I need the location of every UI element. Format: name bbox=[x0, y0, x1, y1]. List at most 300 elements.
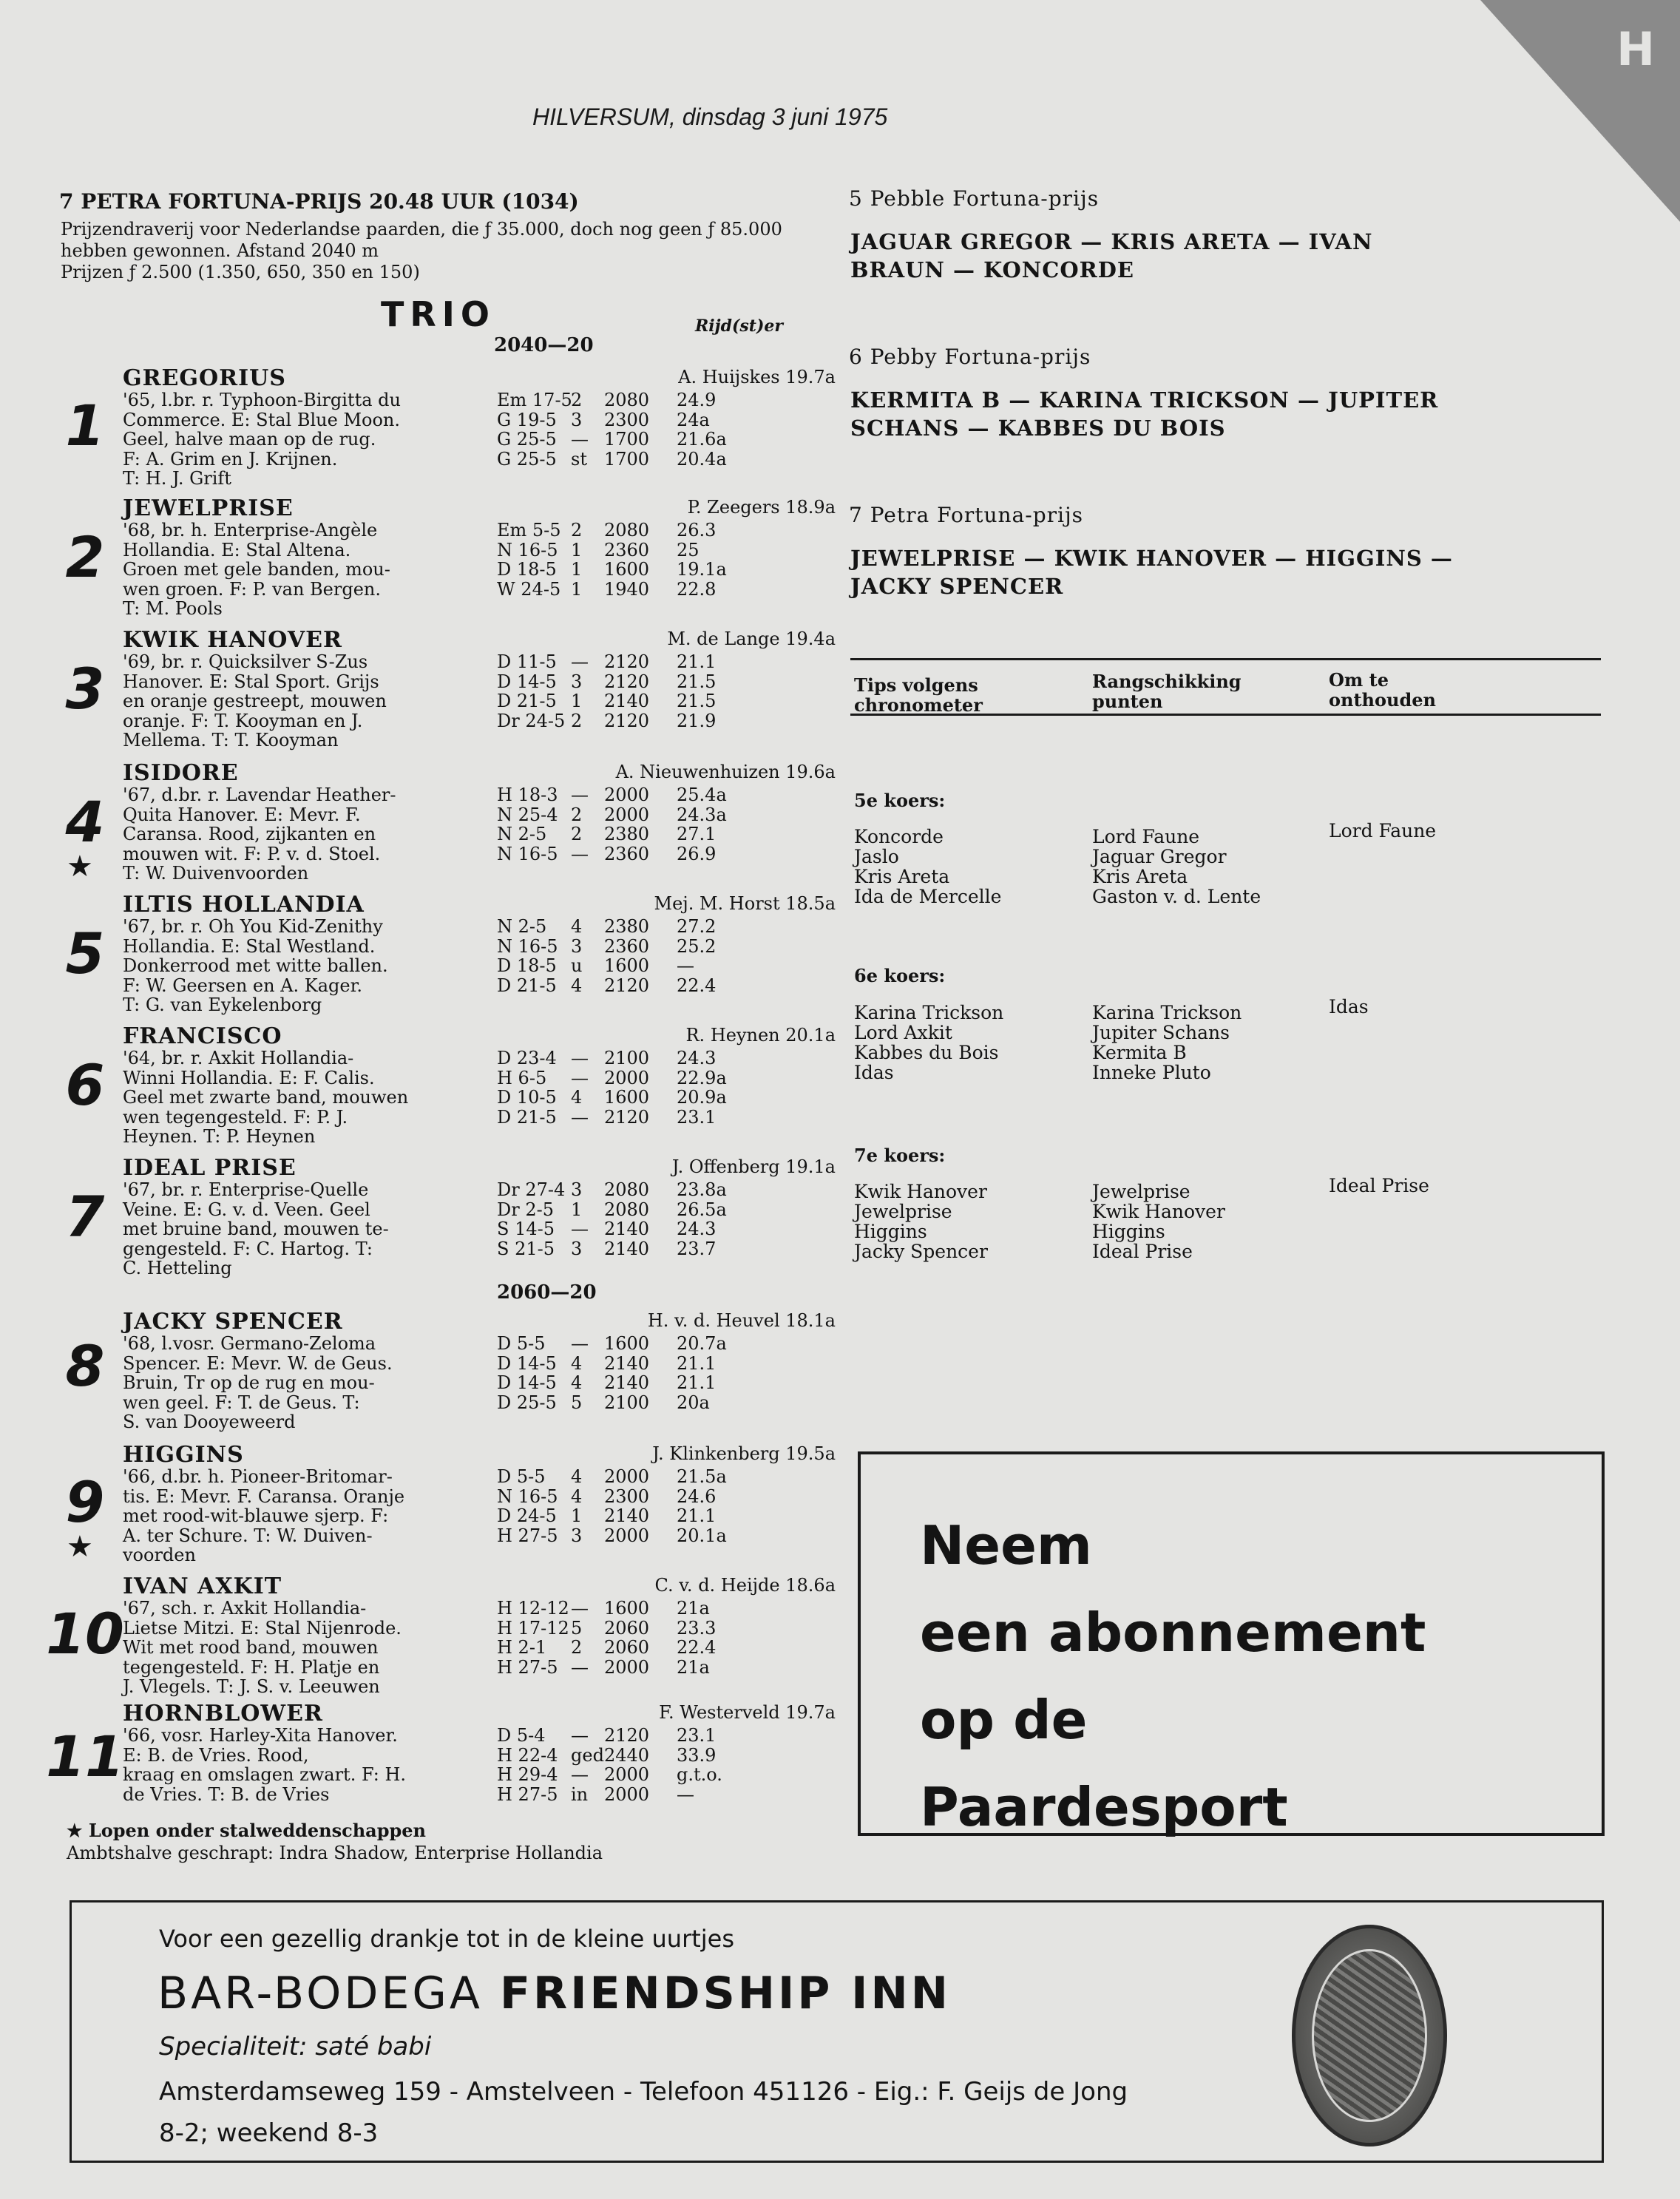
performance-cell: — bbox=[571, 1656, 589, 1678]
performance-cell: 5 bbox=[571, 1392, 583, 1413]
entry-number: 10 bbox=[46, 1601, 124, 1667]
description-line: '66, d.br. h. Pioneer-Britomar- bbox=[123, 1466, 393, 1487]
performance-cell: — bbox=[677, 955, 694, 976]
star-icon: ★ bbox=[67, 850, 93, 884]
performance-cell: 21.5a bbox=[677, 1466, 727, 1487]
description-line: gengesteld. F: C. Hartog. T: bbox=[123, 1238, 373, 1259]
performance-cell: 19.1a bbox=[677, 559, 727, 580]
performance-cell: 2360 bbox=[604, 843, 650, 864]
performance-cell: H 6-5 bbox=[497, 1067, 547, 1088]
performance-cell: 23.1 bbox=[677, 1725, 717, 1746]
race-conditions: Prijzendraverij voor Nederlandse paarden, die ƒ 35.000, doch nog geen ƒ 85.000 hebben gewonnen. Afstand 2040 m bbox=[61, 219, 782, 261]
performance-cell: 2440 bbox=[604, 1744, 650, 1766]
description-line: met bruine band, mouwen te- bbox=[123, 1219, 389, 1239]
tips-header-rangschikking: Rangschikking punten bbox=[1092, 671, 1242, 712]
performance-cell: 2300 bbox=[604, 409, 650, 430]
performance-table bbox=[497, 1048, 837, 1127]
tips-header-chronometer: Tips volgens chronometer bbox=[854, 674, 983, 716]
performance-row bbox=[497, 652, 837, 672]
performance-cell: 1 bbox=[571, 578, 583, 600]
performance-cell: D 14-5 bbox=[497, 1352, 557, 1374]
description-line: '68, br. h. Enterprise-Angèle bbox=[123, 520, 378, 541]
performance-cell: 2080 bbox=[604, 520, 650, 541]
driver: Mej. M. Horst 18.5a bbox=[654, 893, 836, 914]
subscription-ad bbox=[858, 1451, 1605, 1836]
performance-row bbox=[497, 1048, 837, 1068]
description-line: Caransa. Rood, zijkanten en bbox=[123, 824, 376, 844]
distance-group-1: 2040—20 bbox=[494, 334, 594, 356]
performance-cell: 33.9 bbox=[677, 1744, 717, 1766]
performance-cell: 1 bbox=[571, 1199, 583, 1220]
performance-cell: N 16-5 bbox=[497, 843, 558, 864]
description-line: wen groen. F: P. van Bergen. bbox=[123, 578, 382, 600]
description-line: Wit met rood band, mouwen bbox=[123, 1637, 379, 1658]
performance-cell: H 27-5 bbox=[497, 1525, 558, 1546]
performance-cell: 2 bbox=[571, 1637, 583, 1658]
performance-cell: — bbox=[571, 429, 589, 450]
description-line: S. van Dooyeweerd bbox=[123, 1412, 296, 1432]
performance-cell: 2140 bbox=[604, 691, 650, 711]
description-line: Geel, halve maan op de rug. bbox=[123, 429, 376, 450]
performance-row bbox=[497, 521, 837, 541]
performance-cell: D 21-5 bbox=[497, 975, 557, 996]
performance-cell: 4 bbox=[571, 1485, 583, 1507]
description-line: '66, vosr. Harley-Xita Hanover. bbox=[123, 1725, 398, 1746]
performance-row bbox=[497, 956, 837, 976]
horse-description bbox=[123, 1334, 537, 1432]
performance-row bbox=[497, 844, 837, 864]
performance-cell: 25 bbox=[677, 539, 700, 560]
pick-text-5: JAGUAR GREGOR — KRIS ARETA — IVAN BRAUN — KONCORDE bbox=[850, 229, 1373, 282]
performance-cell: 26.5a bbox=[677, 1199, 727, 1220]
horse-name: HORNBLOWER bbox=[123, 1701, 323, 1727]
performance-cell: 21.9 bbox=[677, 710, 717, 731]
entry-number: 7 bbox=[65, 1184, 105, 1250]
performance-cell: D 25-5 bbox=[497, 1392, 557, 1413]
performance-cell: 2140 bbox=[604, 1372, 650, 1393]
performance-cell: H 18-3 bbox=[497, 785, 558, 805]
performance-cell: 2120 bbox=[604, 975, 650, 996]
performance-cell: W 24-5 bbox=[497, 578, 561, 600]
pick-text-6: KERMITA B — KARINA TRICKSON — JUPITER SCHANS — KABBES DU BOIS bbox=[850, 387, 1439, 441]
performance-cell: 2120 bbox=[604, 651, 650, 672]
tips-top-rule bbox=[850, 658, 1601, 660]
performance-cell: N 16-5 bbox=[497, 539, 558, 560]
performance-table bbox=[497, 521, 837, 599]
corner-letter: H bbox=[1616, 22, 1655, 76]
performance-cell: 2 bbox=[571, 390, 583, 410]
performance-cell: D 14-5 bbox=[497, 671, 557, 692]
performance-cell: H 17-12 bbox=[497, 1617, 569, 1639]
performance-row bbox=[497, 1334, 837, 1354]
horse-name: IDEAL PRISE bbox=[123, 1155, 297, 1181]
performance-cell: 2 bbox=[571, 824, 583, 844]
performance-cell: G 19-5 bbox=[497, 409, 557, 430]
horse-name: ISIDORE bbox=[123, 760, 239, 786]
description-line: Mellema. T: T. Kooyman bbox=[123, 730, 339, 750]
performance-cell: 3 bbox=[571, 409, 583, 430]
performance-cell: G 25-5 bbox=[497, 448, 557, 470]
performance-cell: D 18-5 bbox=[497, 559, 557, 580]
scratched-note: Ambtshalve geschrapt: Indra Shadow, Enterprise Hollandia bbox=[67, 1843, 603, 1863]
performance-cell: 26.9 bbox=[677, 843, 717, 864]
performance-row bbox=[497, 1487, 837, 1507]
performance-cell: 2100 bbox=[604, 1392, 650, 1413]
performance-cell: — bbox=[571, 651, 589, 672]
performance-cell: D 14-5 bbox=[497, 1372, 557, 1393]
performance-cell: in bbox=[571, 1783, 589, 1805]
tips-rank-column bbox=[1092, 1182, 1225, 1261]
horse-description bbox=[123, 1467, 537, 1565]
performance-cell: — bbox=[571, 1333, 589, 1354]
horse-description bbox=[123, 390, 537, 489]
ad-tagline: Voor een gezellig drankje tot in de kleine uurtjes bbox=[159, 1925, 735, 1953]
tips-remember-column bbox=[1329, 997, 1369, 1017]
entry-number: 4 bbox=[65, 789, 105, 855]
performance-cell: D 21-5 bbox=[497, 1106, 557, 1128]
performance-cell: 1700 bbox=[604, 448, 650, 470]
description-line: A. ter Schure. T: W. Duiven- bbox=[123, 1525, 373, 1546]
description-line: '65, l.br. r. Typhoon-Birgitta du bbox=[123, 390, 401, 410]
horse-description bbox=[123, 521, 537, 619]
description-line: oranje. F: T. Kooyman en J. bbox=[123, 710, 363, 731]
description-line: '69, br. r. Quicksilver S-Zus bbox=[123, 651, 368, 672]
performance-cell: g.t.o. bbox=[677, 1764, 722, 1785]
pick-label-7: 7 Petra Fortuna-prijs bbox=[849, 503, 1084, 527]
performance-cell: 1 bbox=[571, 539, 583, 560]
performance-table bbox=[497, 1467, 837, 1545]
description-line: Donkerrood met witte ballen. bbox=[123, 955, 388, 976]
tip-item: Lord Axkit bbox=[854, 1022, 952, 1043]
description-line: C. Hetteling bbox=[123, 1258, 232, 1278]
description-line: J. Vlegels. T: J. S. v. Leeuwen bbox=[123, 1676, 380, 1697]
performance-cell: 23.1 bbox=[677, 1106, 717, 1128]
performance-cell: 2140 bbox=[604, 1219, 650, 1239]
description-line: voorden bbox=[123, 1545, 196, 1565]
performance-cell: 20.9a bbox=[677, 1087, 727, 1108]
performance-row bbox=[497, 1088, 837, 1108]
tavern-illustration-inner bbox=[1312, 1949, 1427, 2122]
performance-row bbox=[497, 1765, 837, 1785]
performance-cell: 2000 bbox=[604, 785, 650, 805]
ad-name-bold: FRIENDSHIP INN bbox=[500, 1968, 951, 2019]
tavern-illustration bbox=[1292, 1925, 1447, 2147]
performance-cell: 1600 bbox=[604, 559, 650, 580]
tip-item: Higgins bbox=[1092, 1221, 1165, 1242]
performance-cell: H 27-5 bbox=[497, 1783, 558, 1805]
performance-row bbox=[497, 1108, 837, 1128]
tips-header-onthouden: Om te onthouden bbox=[1329, 669, 1436, 711]
performance-cell: N 2-5 bbox=[497, 824, 547, 844]
performance-cell: 4 bbox=[571, 916, 583, 937]
pick-label-5: 5 Pebble Fortuna-prijs bbox=[849, 186, 1100, 211]
performance-cell: 22.8 bbox=[677, 578, 717, 600]
performance-cell: 24.3a bbox=[677, 804, 727, 825]
entry-number: 2 bbox=[65, 524, 105, 590]
tip-item: Kwik Hanover bbox=[1092, 1201, 1225, 1222]
performance-cell: Dr 2-5 bbox=[497, 1199, 554, 1220]
performance-cell: H 22-4 bbox=[497, 1744, 558, 1766]
performance-cell: 2000 bbox=[604, 1764, 650, 1785]
koers-label: 6e koers: bbox=[854, 965, 946, 986]
tip-item: Ideal Prise bbox=[1329, 1175, 1429, 1196]
performance-row bbox=[497, 1746, 837, 1766]
performance-row bbox=[497, 390, 837, 410]
tips-chrono-column bbox=[854, 1182, 988, 1261]
performance-cell: 1 bbox=[571, 1505, 583, 1526]
performance-row bbox=[497, 1526, 837, 1546]
ad-address: Amsterdamseweg 159 - Amstelveen - Telefoon 451126 - Eig.: F. Geijs de Jong bbox=[159, 2077, 1128, 2107]
driver: C. v. d. Heijde 18.6a bbox=[654, 1575, 836, 1596]
performance-cell: 24.3 bbox=[677, 1219, 717, 1239]
performance-cell: — bbox=[571, 1106, 589, 1128]
performance-cell: 3 bbox=[571, 1179, 583, 1200]
driver: F. Westerveld 19.7a bbox=[659, 1702, 836, 1723]
performance-cell: 4 bbox=[571, 1352, 583, 1374]
performance-cell: 22.4 bbox=[677, 975, 717, 996]
performance-row bbox=[497, 1068, 837, 1088]
performance-cell: 1600 bbox=[604, 955, 650, 976]
page-header: HILVERSUM, dinsdag 3 juni 1975 bbox=[532, 104, 888, 130]
performance-row bbox=[497, 1219, 837, 1239]
performance-cell: N 25-4 bbox=[497, 804, 558, 825]
ad-hours: 8-2; weekend 8-3 bbox=[159, 2118, 379, 2148]
performance-cell: 4 bbox=[571, 1466, 583, 1487]
performance-cell: D 10-5 bbox=[497, 1087, 557, 1108]
performance-cell: 1 bbox=[571, 559, 583, 580]
description-line: kraag en omslagen zwart. F: H. bbox=[123, 1764, 407, 1785]
driver: H. v. d. Heuvel 18.1a bbox=[647, 1310, 836, 1331]
tip-item: Idas bbox=[1329, 996, 1369, 1017]
horse-description bbox=[123, 1726, 537, 1804]
tip-item: Jaguar Gregor bbox=[1092, 846, 1227, 867]
tips-rank-column bbox=[1092, 827, 1261, 907]
performance-cell: ged bbox=[571, 1744, 604, 1766]
performance-cell: 27.2 bbox=[677, 916, 717, 937]
performance-row bbox=[497, 1638, 837, 1658]
performance-cell: 4 bbox=[571, 1087, 583, 1108]
performance-cell: 2140 bbox=[604, 1352, 650, 1374]
description-line: wen geel. F: T. de Geus. T: bbox=[123, 1392, 360, 1413]
tip-item: Kris Areta bbox=[1092, 866, 1188, 887]
description-line: Winni Hollandia. E: F. Calis. bbox=[123, 1067, 375, 1088]
performance-cell: 24.9 bbox=[677, 390, 717, 410]
performance-row bbox=[497, 580, 837, 600]
horse-description bbox=[123, 1048, 537, 1147]
performance-cell: D 18-5 bbox=[497, 955, 557, 976]
description-line: tegengesteld. F: H. Platje en bbox=[123, 1656, 380, 1678]
tip-item: Higgins bbox=[854, 1221, 927, 1242]
driver: P. Zeegers 18.9a bbox=[687, 497, 836, 518]
description-line: Lietse Mitzi. E: Stal Nijenrode. bbox=[123, 1617, 402, 1639]
tip-item: Koncorde bbox=[854, 826, 944, 847]
performance-cell: 2000 bbox=[604, 1466, 650, 1487]
driver: A. Nieuwenhuizen 19.6a bbox=[615, 762, 836, 782]
pick-text-7: JEWELPRISE — KWIK HANOVER — HIGGINS — JACKY SPENCER bbox=[850, 546, 1453, 599]
performance-cell: 20.4a bbox=[677, 448, 727, 470]
description-line: F: W. Geersen en A. Kager. bbox=[123, 975, 363, 996]
description-line: Bruin, Tr op de rug en mou- bbox=[123, 1372, 375, 1393]
entry-number: 1 bbox=[65, 393, 105, 458]
driver: J. Offenberg 19.1a bbox=[671, 1156, 836, 1177]
performance-cell: 1 bbox=[571, 691, 583, 711]
performance-cell: 21.5 bbox=[677, 691, 717, 711]
performance-row bbox=[497, 937, 837, 957]
tip-item: Jewelprise bbox=[854, 1201, 952, 1222]
description-line: '67, br. r. Enterprise-Quelle bbox=[123, 1179, 369, 1200]
performance-cell: S 21-5 bbox=[497, 1238, 555, 1259]
performance-row bbox=[497, 1785, 837, 1805]
performance-table bbox=[497, 652, 837, 731]
koers-label: 5e koers: bbox=[854, 790, 946, 811]
performance-row bbox=[497, 805, 837, 825]
performance-cell: — bbox=[571, 1725, 589, 1746]
tip-item: Kermita B bbox=[1092, 1042, 1187, 1063]
entry-number: 3 bbox=[65, 656, 105, 722]
tip-item: Ida de Mercelle bbox=[854, 886, 1002, 907]
performance-table bbox=[497, 917, 837, 995]
horse-description bbox=[123, 917, 537, 1015]
performance-cell: 21.1 bbox=[677, 1372, 717, 1393]
performance-cell: 21.5 bbox=[677, 671, 717, 692]
performance-cell: — bbox=[677, 1783, 694, 1805]
performance-cell: u bbox=[571, 955, 583, 976]
tip-item: Jupiter Schans bbox=[1092, 1022, 1230, 1043]
description-line: tis. E: Mevr. F. Caransa. Oranje bbox=[123, 1485, 405, 1507]
description-line: T: G. van Eykelenborg bbox=[123, 995, 322, 1015]
performance-row bbox=[497, 1658, 837, 1678]
performance-cell: H 2-1 bbox=[497, 1637, 547, 1658]
performance-cell: 2000 bbox=[604, 1525, 650, 1546]
performance-cell: 3 bbox=[571, 935, 583, 957]
performance-cell: 21.1 bbox=[677, 651, 717, 672]
performance-cell: 2140 bbox=[604, 1505, 650, 1526]
bar-bodega-ad bbox=[70, 1900, 1604, 2163]
ad-line: Neem bbox=[920, 1514, 1092, 1576]
performance-cell: — bbox=[571, 785, 589, 805]
performance-cell: 21.6a bbox=[677, 429, 727, 450]
tips-remember-column bbox=[1329, 1176, 1429, 1196]
ad-line: een abonnement bbox=[920, 1602, 1426, 1664]
performance-row bbox=[497, 1200, 837, 1220]
performance-cell: 5 bbox=[571, 1617, 583, 1639]
performance-cell: 1700 bbox=[604, 429, 650, 450]
performance-cell: — bbox=[571, 1048, 589, 1068]
performance-cell: — bbox=[571, 1598, 589, 1619]
performance-cell: 21a bbox=[677, 1656, 710, 1678]
performance-row bbox=[497, 1599, 837, 1619]
description-line: E: B. de Vries. Rood, bbox=[123, 1744, 309, 1766]
performance-cell: N 16-5 bbox=[497, 1485, 558, 1507]
performance-cell: 2 bbox=[571, 804, 583, 825]
performance-cell: 3 bbox=[571, 1238, 583, 1259]
star-footnote: ★ Lopen onder stalweddenschappen bbox=[67, 1820, 426, 1841]
subscription-ad-text bbox=[920, 1502, 1426, 1851]
performance-row bbox=[497, 672, 837, 692]
horse-name: HIGGINS bbox=[123, 1442, 244, 1468]
driver: M. de Lange 19.4a bbox=[667, 628, 836, 649]
koers-label: 7e koers: bbox=[854, 1145, 946, 1166]
performance-table bbox=[497, 1334, 837, 1412]
performance-cell: 23.8a bbox=[677, 1179, 727, 1200]
performance-cell: 3 bbox=[571, 671, 583, 692]
description-line: '68, l.vosr. Germano-Zeloma bbox=[123, 1333, 376, 1354]
description-line: Hollandia. E: Stal Altena. bbox=[123, 539, 351, 560]
performance-cell: 2080 bbox=[604, 1199, 650, 1220]
description-line: Groen met gele banden, mou- bbox=[123, 559, 390, 580]
performance-cell: 2080 bbox=[604, 390, 650, 410]
race-description bbox=[61, 219, 815, 283]
description-line: de Vries. T: B. de Vries bbox=[123, 1783, 330, 1805]
ad-line: Paardesport bbox=[920, 1776, 1288, 1838]
performance-cell: 1600 bbox=[604, 1333, 650, 1354]
performance-cell: D 24-5 bbox=[497, 1505, 557, 1526]
pick-label-6: 6 Pebby Fortuna-prijs bbox=[849, 345, 1091, 369]
performance-cell: 3 bbox=[571, 1525, 583, 1546]
performance-row bbox=[497, 785, 837, 805]
performance-cell: 20.1a bbox=[677, 1525, 727, 1546]
performance-table bbox=[497, 1726, 837, 1804]
performance-cell: 1940 bbox=[604, 578, 650, 600]
performance-row bbox=[497, 1467, 837, 1487]
performance-cell: H 27-5 bbox=[497, 1656, 558, 1678]
performance-cell: 21a bbox=[677, 1598, 710, 1619]
performance-cell: 4 bbox=[571, 975, 583, 996]
description-line: '67, sch. r. Axkit Hollandia- bbox=[123, 1598, 367, 1619]
performance-row bbox=[497, 711, 837, 731]
description-line: mouwen wit. F: P. v. d. Stoel. bbox=[123, 843, 381, 864]
performance-cell: 20a bbox=[677, 1392, 710, 1413]
performance-cell: N 2-5 bbox=[497, 916, 547, 937]
tips-rank-column bbox=[1092, 1003, 1242, 1082]
tip-item: Jewelprise bbox=[1092, 1181, 1190, 1202]
description-line: Heynen. T: P. Heynen bbox=[123, 1126, 316, 1147]
tip-item: Gaston v. d. Lente bbox=[1092, 886, 1261, 907]
performance-cell: 2360 bbox=[604, 539, 650, 560]
performance-cell: 25.4a bbox=[677, 785, 727, 805]
performance-cell: 2000 bbox=[604, 1656, 650, 1678]
performance-row bbox=[497, 824, 837, 844]
performance-cell: 2360 bbox=[604, 935, 650, 957]
tip-item: Kris Areta bbox=[854, 866, 950, 887]
tips-remember-column bbox=[1329, 821, 1436, 841]
tip-item: Lord Faune bbox=[1329, 820, 1437, 841]
performance-cell: 2100 bbox=[604, 1048, 650, 1068]
driver: R. Heynen 20.1a bbox=[685, 1025, 836, 1046]
horse-name: JACKY SPENCER bbox=[123, 1309, 343, 1335]
tips-chrono-column bbox=[854, 827, 1001, 907]
description-line: F: A. Grim en J. Krijnen. bbox=[123, 448, 338, 470]
description-line: Geel met zwarte band, mouwen bbox=[123, 1087, 409, 1108]
performance-cell: D 21-5 bbox=[497, 691, 557, 711]
tip-item: Inneke Pluto bbox=[1092, 1062, 1211, 1083]
tip-item: Lord Faune bbox=[1092, 826, 1200, 847]
performance-cell: H 12-12 bbox=[497, 1598, 569, 1619]
race-title: 7 PETRA FORTUNA-PRIJS 20.48 UUR (1034) bbox=[59, 189, 579, 214]
horse-name: IVAN AXKIT bbox=[123, 1573, 282, 1599]
description-line: T: H. J. Grift bbox=[123, 468, 231, 489]
performance-cell: 2000 bbox=[604, 1067, 650, 1088]
performance-cell: 27.1 bbox=[677, 824, 717, 844]
performance-cell: D 5-4 bbox=[497, 1725, 546, 1746]
performance-cell: 20.7a bbox=[677, 1333, 727, 1354]
performance-row bbox=[497, 1373, 837, 1393]
description-line: en oranje gestreept, mouwen bbox=[123, 691, 387, 711]
ad-name-light: BAR-BODEGA bbox=[158, 1968, 501, 2019]
performance-cell: D 11-5 bbox=[497, 651, 557, 672]
rijdster-heading: Rijd(st)er bbox=[695, 316, 783, 336]
performance-cell: 2380 bbox=[604, 916, 650, 937]
